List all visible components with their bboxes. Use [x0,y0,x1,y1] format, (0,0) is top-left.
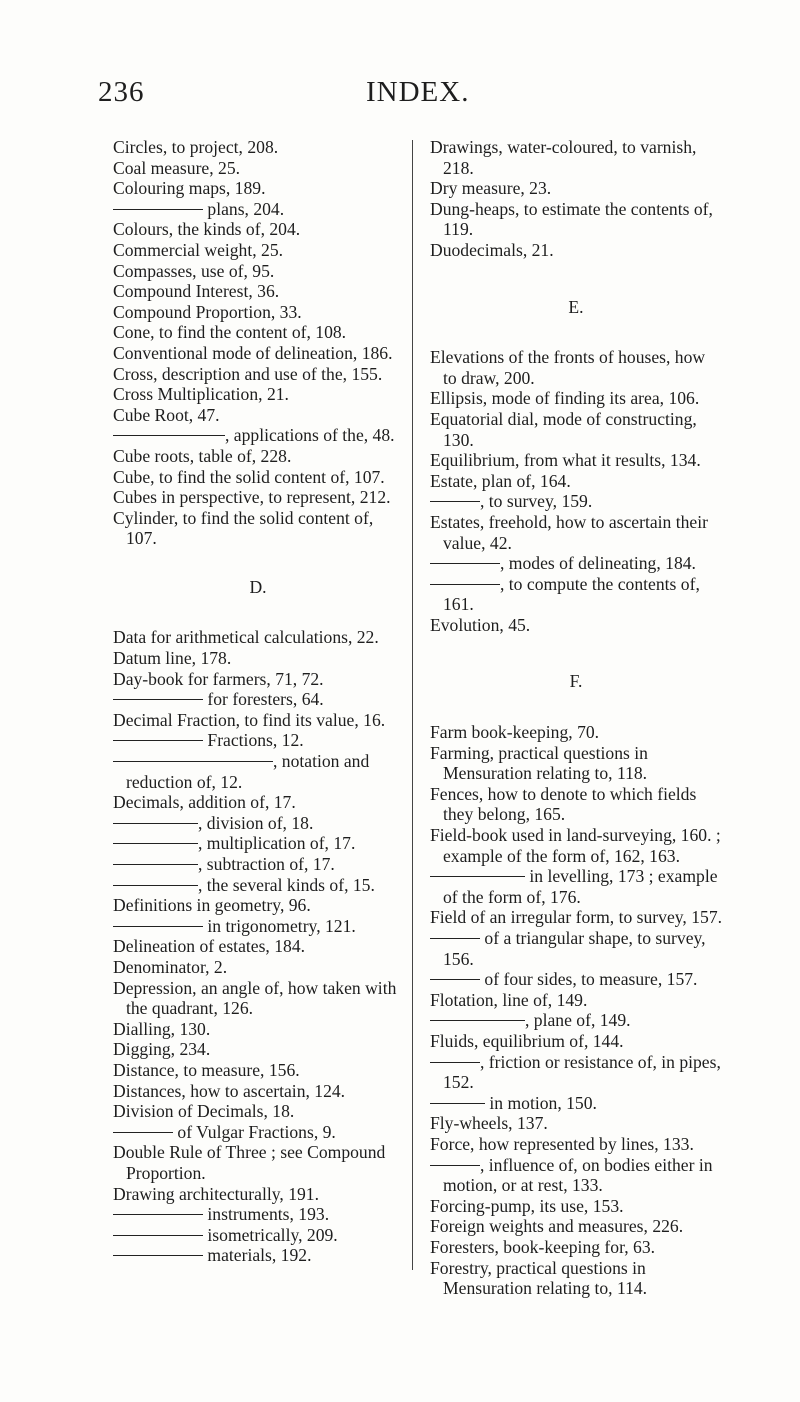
index-subentry: of a triangular shape, to survey, 156. [430,928,722,969]
index-subentry: in trigonometry, 121. [113,916,403,937]
index-entry: Double Rule of Three ; see Compound Proportion. [113,1142,386,1183]
index-entry: Equilibrium, from what it results, 134. [430,450,701,471]
index-entry: Flotation, line of, 149. [430,989,588,1010]
index-subentry: , notation and reduction of, 12. [113,751,403,792]
index-subentry: , influence of, on bodies either in motion, or at rest, 133. [430,1155,722,1196]
index-subentry: , subtraction of, 17. [113,854,403,875]
index-subentry: of Vulgar Fractions, 9. [113,1122,403,1143]
ditto-dash [430,1020,525,1021]
ditto-dash [430,1062,480,1063]
index-entry: Drawings, water-coloured, to varnish, 218. [430,137,697,178]
section-heading-f: F. [569,671,583,692]
index-entry: Cube Root, 47. [113,404,220,425]
index-entry: Day-book for farmers, 71, 72. [113,668,324,689]
index-entry: Coal measure, 25. [113,157,241,178]
index-entry: Depression, an angle of, how taken with the quadrant, 126. [113,977,397,1019]
index-entry: Division of Decimals, 18. [113,1101,295,1122]
index-subentry: in motion, 150. [430,1093,722,1114]
index-entry: Field of an irregular form, to survey, 157. [430,907,723,928]
index-entry: Dung-heaps, to estimate the contents of, 119. [430,198,713,240]
index-entry: Cross, description and use of the, 155. [113,363,383,384]
index-entry: Equatorial dial, mode of constructing, 130. [430,408,697,450]
index-entry: Elevations of the fronts of houses, how to draw, 200. [430,347,706,388]
index-entry: Farm book-keeping, 70. [430,722,600,743]
index-entry: Colouring maps, 189. [113,178,266,199]
column-divider [412,140,413,1270]
index-entry: Cube, to find the solid content of, 107. [113,466,385,487]
index-entry: Fluids, equilibrium of, 144. [430,1030,624,1051]
index-entry: Ellipsis, mode of finding its area, 106. [430,388,700,409]
right-column [430,137,722,1299]
index-entry: Foresters, book-keeping for, 63. [430,1236,656,1257]
ditto-dash [113,740,203,741]
ditto-dash [113,823,198,824]
index-entry: Forestry, practical questions in Mensuration relating to, 114. [430,1257,648,1299]
index-subentry: instruments, 193. [113,1204,403,1225]
index-entry: Cubes in perspective, to represent, 212. [113,487,391,508]
index-subentry: , to compute the contents of, 161. [430,574,722,615]
index-entry: Estates, freehold, how to ascertain their value, 42. [430,511,708,553]
ditto-dash [430,1103,485,1104]
index-entry: Commercial weight, 25. [113,239,284,260]
ditto-dash [430,501,480,502]
index-subentry: Fractions, 12. [113,730,403,751]
index-entry: Compound Proportion, 33. [113,301,302,322]
ditto-dash [430,1165,480,1166]
index-subentry: in levelling, 173 ; example of the form of, 176. [430,866,722,907]
index-subentry: for foresters, 64. [113,689,403,710]
index-entry: Definitions in geometry, 96. [113,895,311,916]
ditto-dash [430,876,525,877]
index-entry: Colours, the kinds of, 204. [113,219,301,240]
index-subentry: , the several kinds of, 15. [113,875,403,896]
running-head [0,76,800,116]
index-entry: Fly-wheels, 137. [430,1113,548,1134]
ditto-dash [113,926,203,927]
index-subentry: , plane of, 149. [430,1010,722,1031]
index-entry: Distance, to measure, 156. [113,1059,300,1080]
ditto-dash [430,938,480,939]
ditto-dash [430,979,480,980]
section-heading-e: E. [568,296,584,317]
ditto-dash [113,864,198,865]
ditto-dash [113,761,273,762]
index-subentry: , division of, 18. [113,813,403,834]
index-entry: Distances, how to ascertain, 124. [113,1080,346,1101]
section-heading-d: D. [249,576,267,597]
index-subentry: materials, 192. [113,1245,403,1266]
index-subentry: , multiplication of, 17. [113,833,403,854]
index-entry: Cylinder, to find the solid content of, 107. [113,507,374,549]
left-column [113,137,403,1266]
index-entry: Conventional mode of delineation, 186. [113,342,393,363]
ditto-dash [113,1255,203,1256]
index-entry: Denominator, 2. [113,956,228,977]
index-entry: Estate, plan of, 164. [430,470,571,491]
index-entry: Compound Interest, 36. [113,281,280,302]
index-entry: Decimals, addition of, 17. [113,792,296,813]
index-subentry: of four sides, to measure, 157. [430,969,722,990]
ditto-dash [113,1214,203,1215]
ditto-dash [430,584,500,585]
index-entry: Fences, how to denote to which fields they belong, 165. [430,783,697,825]
index-entry: Delineation of estates, 184. [113,936,306,957]
ditto-dash [113,209,203,210]
page-title: INDEX. [366,76,470,108]
index-subentry: plans, 204. [113,199,403,220]
index-subentry: , friction or resistance of, in pipes, 152. [430,1052,722,1093]
ditto-dash [113,435,225,436]
index-entry: Dry measure, 23. [430,178,552,199]
page-number: 236 [98,76,145,108]
index-entry: Datum line, 178. [113,648,232,669]
ditto-dash [113,843,198,844]
ditto-dash [113,1132,173,1133]
index-subentry: isometrically, 209. [113,1225,403,1246]
index-entry: Decimal Fraction, to find its value, 16. [113,709,386,730]
index-entry: Cube roots, table of, 228. [113,445,292,466]
index-entry: Digging, 234. [113,1039,211,1060]
index-entry: Foreign weights and measures, 226. [430,1216,684,1237]
index-entry: Cross Multiplication, 21. [113,384,289,405]
ditto-dash [113,885,198,886]
index-entry: Compasses, use of, 95. [113,260,275,281]
index-subentry: , to survey, 159. [430,491,722,512]
index-entry: Cone, to find the content of, 108. [113,322,347,343]
index-subentry: , modes of delineating, 184. [430,553,722,574]
ditto-dash [113,699,203,700]
index-entry: Forcing-pump, its use, 153. [430,1195,624,1216]
index-entry: Field-book used in land-surveying, 160. ; example of the form of, 162, 163. [430,825,721,866]
index-subentry: , applications of the, 48. [113,425,403,446]
ditto-dash [430,563,500,564]
ditto-dash [113,1235,203,1236]
index-entry: Force, how represented by lines, 133. [430,1133,694,1154]
index-entry: Dialling, 130. [113,1018,211,1039]
index-entry: Duodecimals, 21. [430,239,554,260]
index-entry: Circles, to project, 208. [113,137,279,157]
index-entry: Farming, practical questions in Mensuration relating to, 118. [430,742,648,784]
index-entry: Evolution, 45. [430,614,531,635]
index-entry: Data for arithmetical calculations, 22. [113,627,379,648]
index-entry: Drawing architecturally, 191. [113,1183,319,1204]
